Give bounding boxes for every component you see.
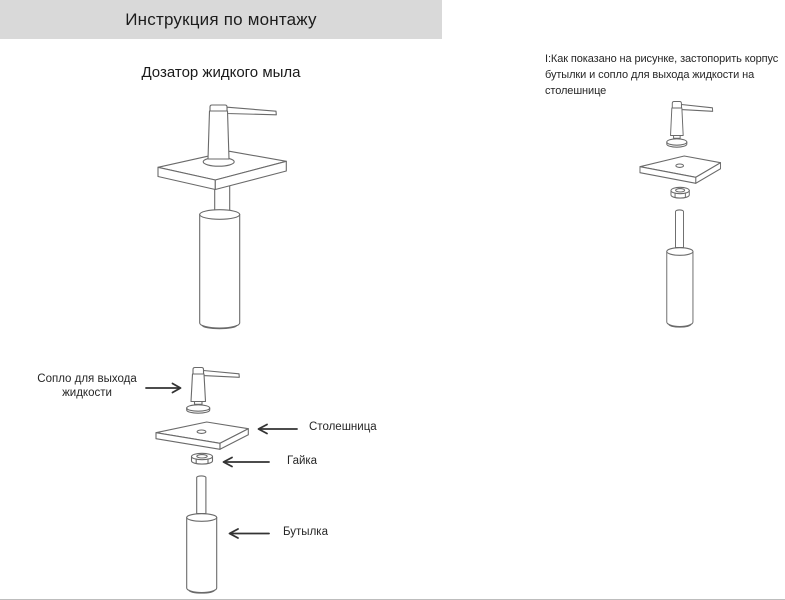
- exploded-dispenser-diagram-labeled: [148, 363, 258, 600]
- nozzle-arrow-icon: [145, 381, 187, 395]
- step-1-instruction: I:Как показано на рисунке, застопорить корпус бутылки и сопло для выхода жидкости на столешнице: [545, 53, 779, 97]
- exploded-dispenser-diagram-step1: [633, 97, 729, 337]
- label-bottle: Бутылка: [283, 526, 328, 538]
- assembled-dispenser-diagram: [148, 97, 298, 337]
- label-nozzle: Сопло для выхода жидкости: [37, 373, 137, 399]
- bottle-arrow-icon: [226, 526, 272, 541]
- header-bar: [0, 0, 442, 39]
- countertop-arrow-icon: [251, 422, 303, 436]
- nut-arrow-icon: [220, 455, 274, 469]
- label-countertop: Столешница: [309, 421, 377, 433]
- product-title: Дозатор жидкого мыла: [141, 64, 301, 82]
- page-title: Инструкция по монтажу: [125, 9, 317, 29]
- label-nut: Гайка: [287, 455, 318, 467]
